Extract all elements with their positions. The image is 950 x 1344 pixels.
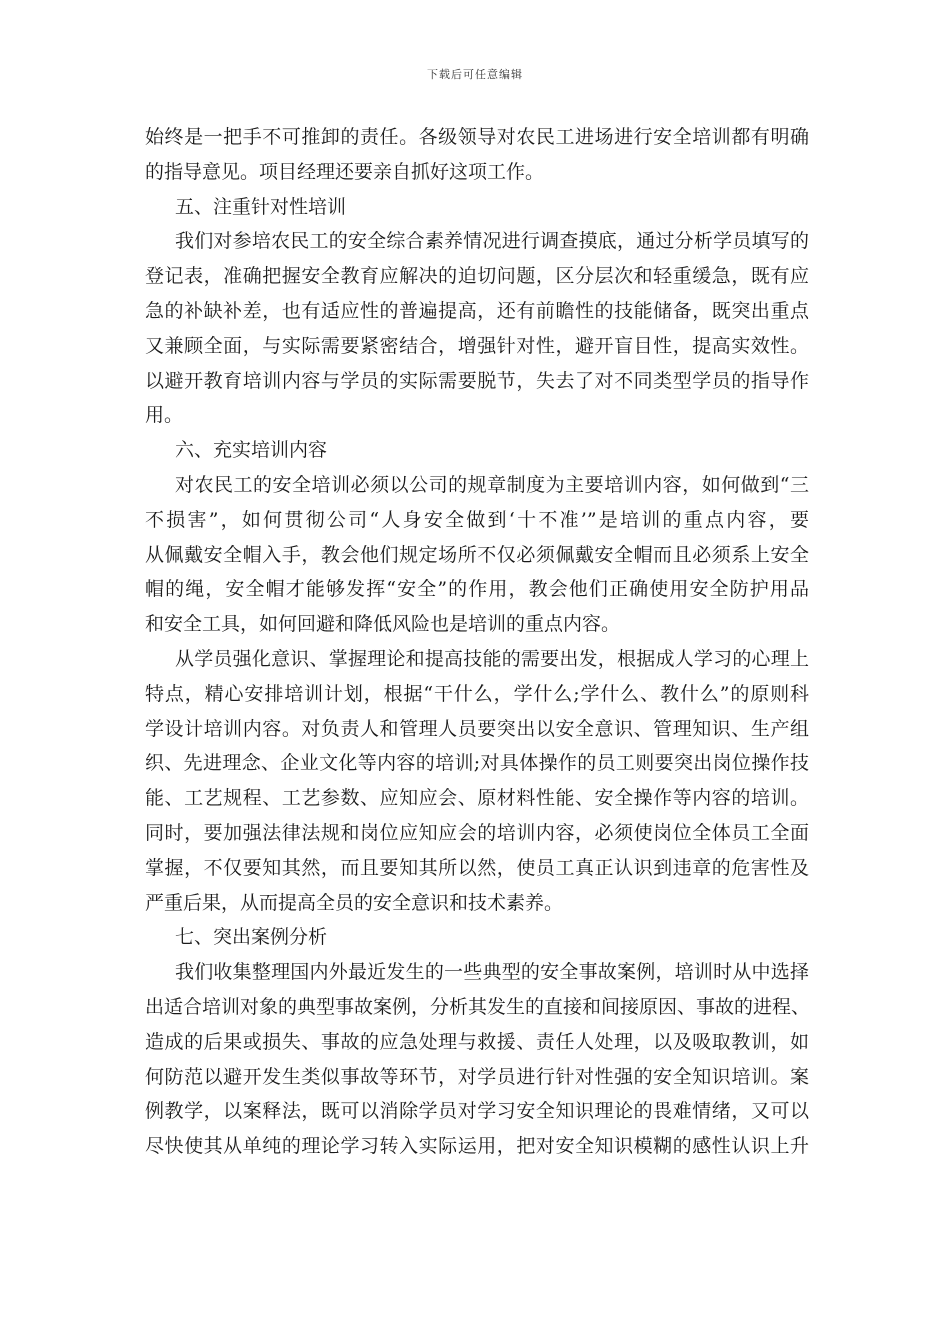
paragraph-line: 特点，精心安排培训计划，根据“干什么，学什么;学什么、教什么”的原则科 [145,682,809,705]
paragraph-line: 严重后果，从而提高全员的安全意识和技术素养。 [145,891,564,914]
paragraph-line: 造成的后果或损失、事故的应急处理与救援、责任人处理，以及吸取教训，如 [145,1030,809,1053]
paragraph-line: 掌握，不仅要知其然，而且要知其所以然，使员工真正认识到违章的危害性及 [145,856,809,879]
page-header-note: 下载后可任意编辑 [427,68,523,81]
paragraph-line: 何防范以避开发生类似事故等环节，对学员进行针对性强的安全知识培训。案 [145,1065,809,1088]
paragraph-line: 我们对参培农民工的安全综合素养情况进行调查摸底，通过分析学员填写的 [175,230,809,253]
paragraph-line: 从佩戴安全帽入手，教会他们规定场所不仅必须佩戴安全帽而且必须系上安全 [145,543,809,566]
paragraph-line: 学设计培训内容。对负责人和管理人员要突出以安全意识、管理知识、生产组 [145,717,809,740]
paragraph-line: 尽快使其从单纯的理论学习转入实际运用，把对安全知识模糊的感性认识上升 [145,1135,809,1158]
paragraph-line: 以避开教育培训内容与学员的实际需要脱节，失去了对不同类型学员的指导作 [145,369,809,392]
paragraph-line: 又兼顾全面，与实际需要紧密结合，增强针对性，避开盲目性，提高实效性。 [145,334,809,357]
paragraph-line: 对农民工的安全培训必须以公司的规章制度为主要培训内容，如何做到“三 [175,473,809,496]
paragraph-line: 登记表，准确把握安全教育应解决的迫切问题，区分层次和轻重缓急，既有应 [145,265,809,288]
paragraph-line: 从学员强化意识、掌握理论和提高技能的需要出发，根据成人学习的心理上 [175,647,809,670]
document-body [145,120,809,1164]
paragraph-line: 急的补缺补差，也有适应性的普遍提高，还有前瞻性的技能储备，既突出重点 [145,299,809,322]
paragraph-line: 我们收集整理国内外最近发生的一些典型的安全事故案例，培训时从中选择 [175,961,809,984]
section-heading: 七、突出案例分析 [175,926,328,949]
paragraph-line: 和安全工具，如何回避和降低风险也是培训的重点内容。 [145,613,621,636]
paragraph-line: 不损害”，如何贯彻公司“人身安全做到‘十不准’”是培训的重点内容，要 [145,508,809,531]
paragraph-line: 能、工艺规程、工艺参数、应知应会、原材料性能、安全操作等内容的培训。 [145,787,809,810]
paragraph-line: 帽的绳，安全帽才能够发挥“安全”的作用，教会他们正确使用安全防护用品 [145,578,809,601]
section-heading: 五、注重针对性培训 [175,195,347,218]
paragraph-line: 织、先进理念、企业文化等内容的培训;对具体操作的员工则要突出岗位操作技 [145,752,809,775]
paragraph-line: 用。 [145,404,184,427]
paragraph-line: 的指导意见。项目经理还要亲自抓好这项工作。 [145,160,545,183]
section-heading: 六、充实培训内容 [175,439,328,462]
paragraph-line: 例教学，以案释法，既可以消除学员对学习安全知识理论的畏难情绪，又可以 [145,1100,809,1123]
paragraph-line: 始终是一把手不可推卸的责任。各级领导对农民工进场进行安全培训都有明确 [145,126,809,148]
paragraph-line: 同时，要加强法律法规和岗位应知应会的培训内容，必须使岗位全体员工全面 [145,821,809,844]
paragraph-line: 出适合培训对象的典型事故案例，分析其发生的直接和间接原因、事故的进程、 [145,995,811,1018]
